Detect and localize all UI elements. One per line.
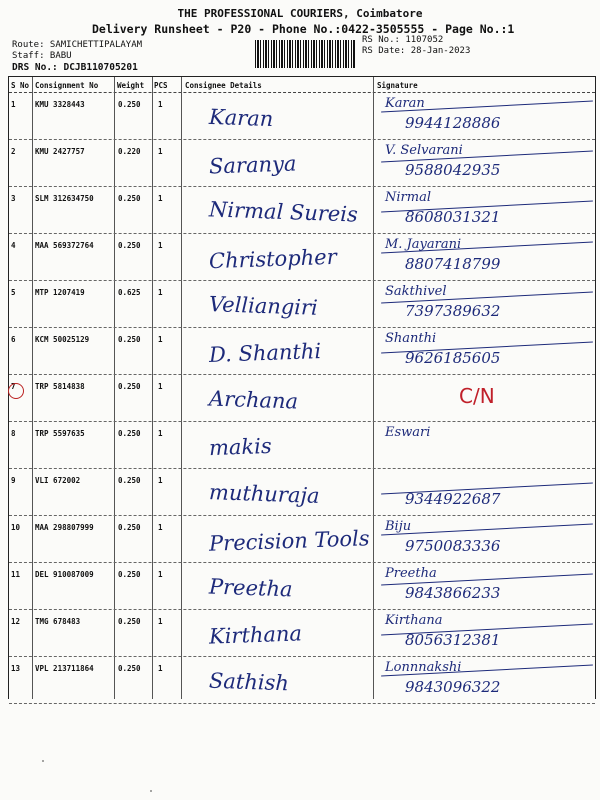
circled-mark [8,383,24,399]
row-consignment-no: MAA 569372764 [35,241,94,250]
phone-handwriting: 8608031321 [405,208,501,226]
row-weight: 0.250 [118,664,141,673]
row-weight: 0.250 [118,382,141,391]
row-consignment-no: TRP 5814838 [35,382,85,391]
consignee-handwriting: Karan [208,104,274,132]
row-consignment-no: DEL 910087009 [35,570,94,579]
phone-handwriting: 9944128886 [405,114,501,132]
phone-handwriting: 9843866233 [405,584,501,602]
phone-handwriting: 9843096322 [405,678,501,696]
row-consignment-no: MTP 1207419 [35,288,85,297]
signature-stroke [381,523,593,535]
phone-handwriting: 9750083336 [405,537,501,555]
consignee-handwriting: muthuraja [208,480,320,508]
signature-handwriting: M. Jayarani [385,237,462,252]
row-weight: 0.250 [118,523,141,532]
row-weight: 0.250 [118,570,141,579]
table-row [9,92,595,140]
table-row [9,468,595,516]
signature-handwriting: Karan [385,96,425,111]
consignee-handwriting: Christopher [208,244,338,274]
rs-number: RS No.: 1107052 [362,35,444,45]
row-pcs: 1 [158,429,163,438]
row-pcs: 1 [158,523,163,532]
row-weight: 0.250 [118,100,141,109]
row-weight: 0.250 [118,476,141,485]
signature-handwriting: Shanthi [385,331,437,346]
row-weight: 0.250 [118,429,141,438]
phone-handwriting: 8807418799 [405,255,501,273]
row-sno: 1 [11,100,16,109]
row-weight: 0.625 [118,288,141,297]
row-consignment-no: VPL 213711864 [35,664,94,673]
signature-handwriting: Eswari [385,425,431,440]
row-pcs: 1 [158,476,163,485]
runsheet-table [8,76,596,699]
row-sno: 8 [11,429,16,438]
phone-handwriting: 8056312381 [405,631,501,649]
row-consignment-no: TRP 5597635 [35,429,85,438]
row-weight: 0.250 [118,335,141,344]
signature-handwriting: C/N [459,384,495,408]
phone-handwriting: 9588042935 [405,161,501,179]
row-sno: 11 [11,570,21,579]
consignee-handwriting: D. Shanthi [208,339,322,367]
rs-date: RS Date: 28-Jan-2023 [362,46,471,56]
table-row [9,374,595,422]
col-consignment: Consignment No [35,81,99,90]
row-pcs: 1 [158,241,163,250]
consignee-handwriting: Preetha [208,574,293,602]
table-row [9,233,595,281]
col-pcs: PCS [154,81,168,90]
phone-handwriting: 7397389632 [405,302,501,320]
row-weight: 0.250 [118,194,141,203]
row-sno: 5 [11,288,16,297]
row-pcs: 1 [158,617,163,626]
row-pcs: 1 [158,194,163,203]
row-pcs: 1 [158,664,163,673]
signature-handwriting: Lonnnakshi [385,660,462,675]
table-row [9,656,595,704]
row-sno: 7 [11,382,16,391]
col-consignee: Consignee Details [185,81,262,90]
row-consignment-no: KCM 50025129 [35,335,90,344]
row-sno: 10 [11,523,21,532]
table-row [9,186,595,234]
table-row [9,515,595,563]
scan-speck [150,790,152,792]
route-label: Route: SAMICHETTIPALAYAM [12,40,143,50]
row-weight: 0.220 [118,147,141,156]
consignee-handwriting: Velliangiri [208,292,319,320]
consignee-handwriting: Nirmal Sureis [208,197,359,227]
row-sno: 4 [11,241,16,250]
row-pcs: 1 [158,570,163,579]
table-row [9,421,595,469]
row-pcs: 1 [158,147,163,156]
row-consignment-no: SLM 312634750 [35,194,94,203]
row-sno: 12 [11,617,21,626]
table-header [9,77,595,93]
company-name: THE PROFESSIONAL COURIERS, Coimbatore [177,7,423,20]
table-row [9,139,595,187]
row-sno: 9 [11,476,16,485]
table-row [9,327,595,375]
row-consignment-no: KMU 2427757 [35,147,85,156]
row-sno: 13 [11,664,21,673]
consignee-handwriting: Saranya [208,151,297,179]
col-weight: Weight [117,81,145,90]
signature-handwriting: V. Selvarani [385,143,463,158]
table-row [9,609,595,657]
barcode [255,40,355,68]
row-sno: 6 [11,335,16,344]
signature-handwriting: Kirthana [385,613,443,628]
consignee-handwriting: makis [208,433,273,461]
col-signature: Signature [377,81,418,90]
consignee-handwriting: Precision Tools [208,526,370,556]
runsheet-title: Delivery Runsheet - P20 - Phone No.:0422-3505555 - Page No.:1 [92,22,515,36]
phone-handwriting: 9344922687 [405,490,501,508]
signature-handwriting: Sakthivel [385,284,447,299]
row-pcs: 1 [158,288,163,297]
row-pcs: 1 [158,100,163,109]
consignee-handwriting: Sathish [208,668,290,696]
row-consignment-no: KMU 3328443 [35,100,85,109]
signature-handwriting: Preetha [385,566,437,581]
consignee-handwriting: Archana [208,386,299,414]
row-weight: 0.250 [118,241,141,250]
signature-handwriting: Biju [385,519,412,534]
row-sno: 3 [11,194,16,203]
row-consignment-no: TMG 678483 [35,617,81,626]
row-weight: 0.250 [118,617,141,626]
table-row [9,280,595,328]
staff-label: Staff: BABU [12,51,72,61]
scan-speck [42,760,44,762]
row-consignment-no: VLI 672002 [35,476,81,485]
phone-handwriting: 9626185605 [405,349,501,367]
col-sno: S No [11,81,30,90]
signature-handwriting: Nirmal [385,190,431,205]
drs-number: DRS No.: DCJB110705201 [12,62,138,73]
row-pcs: 1 [158,382,163,391]
row-pcs: 1 [158,335,163,344]
row-consignment-no: MAA 298807999 [35,523,94,532]
table-row [9,562,595,610]
row-sno: 2 [11,147,16,156]
consignee-handwriting: Kirthana [208,621,303,649]
